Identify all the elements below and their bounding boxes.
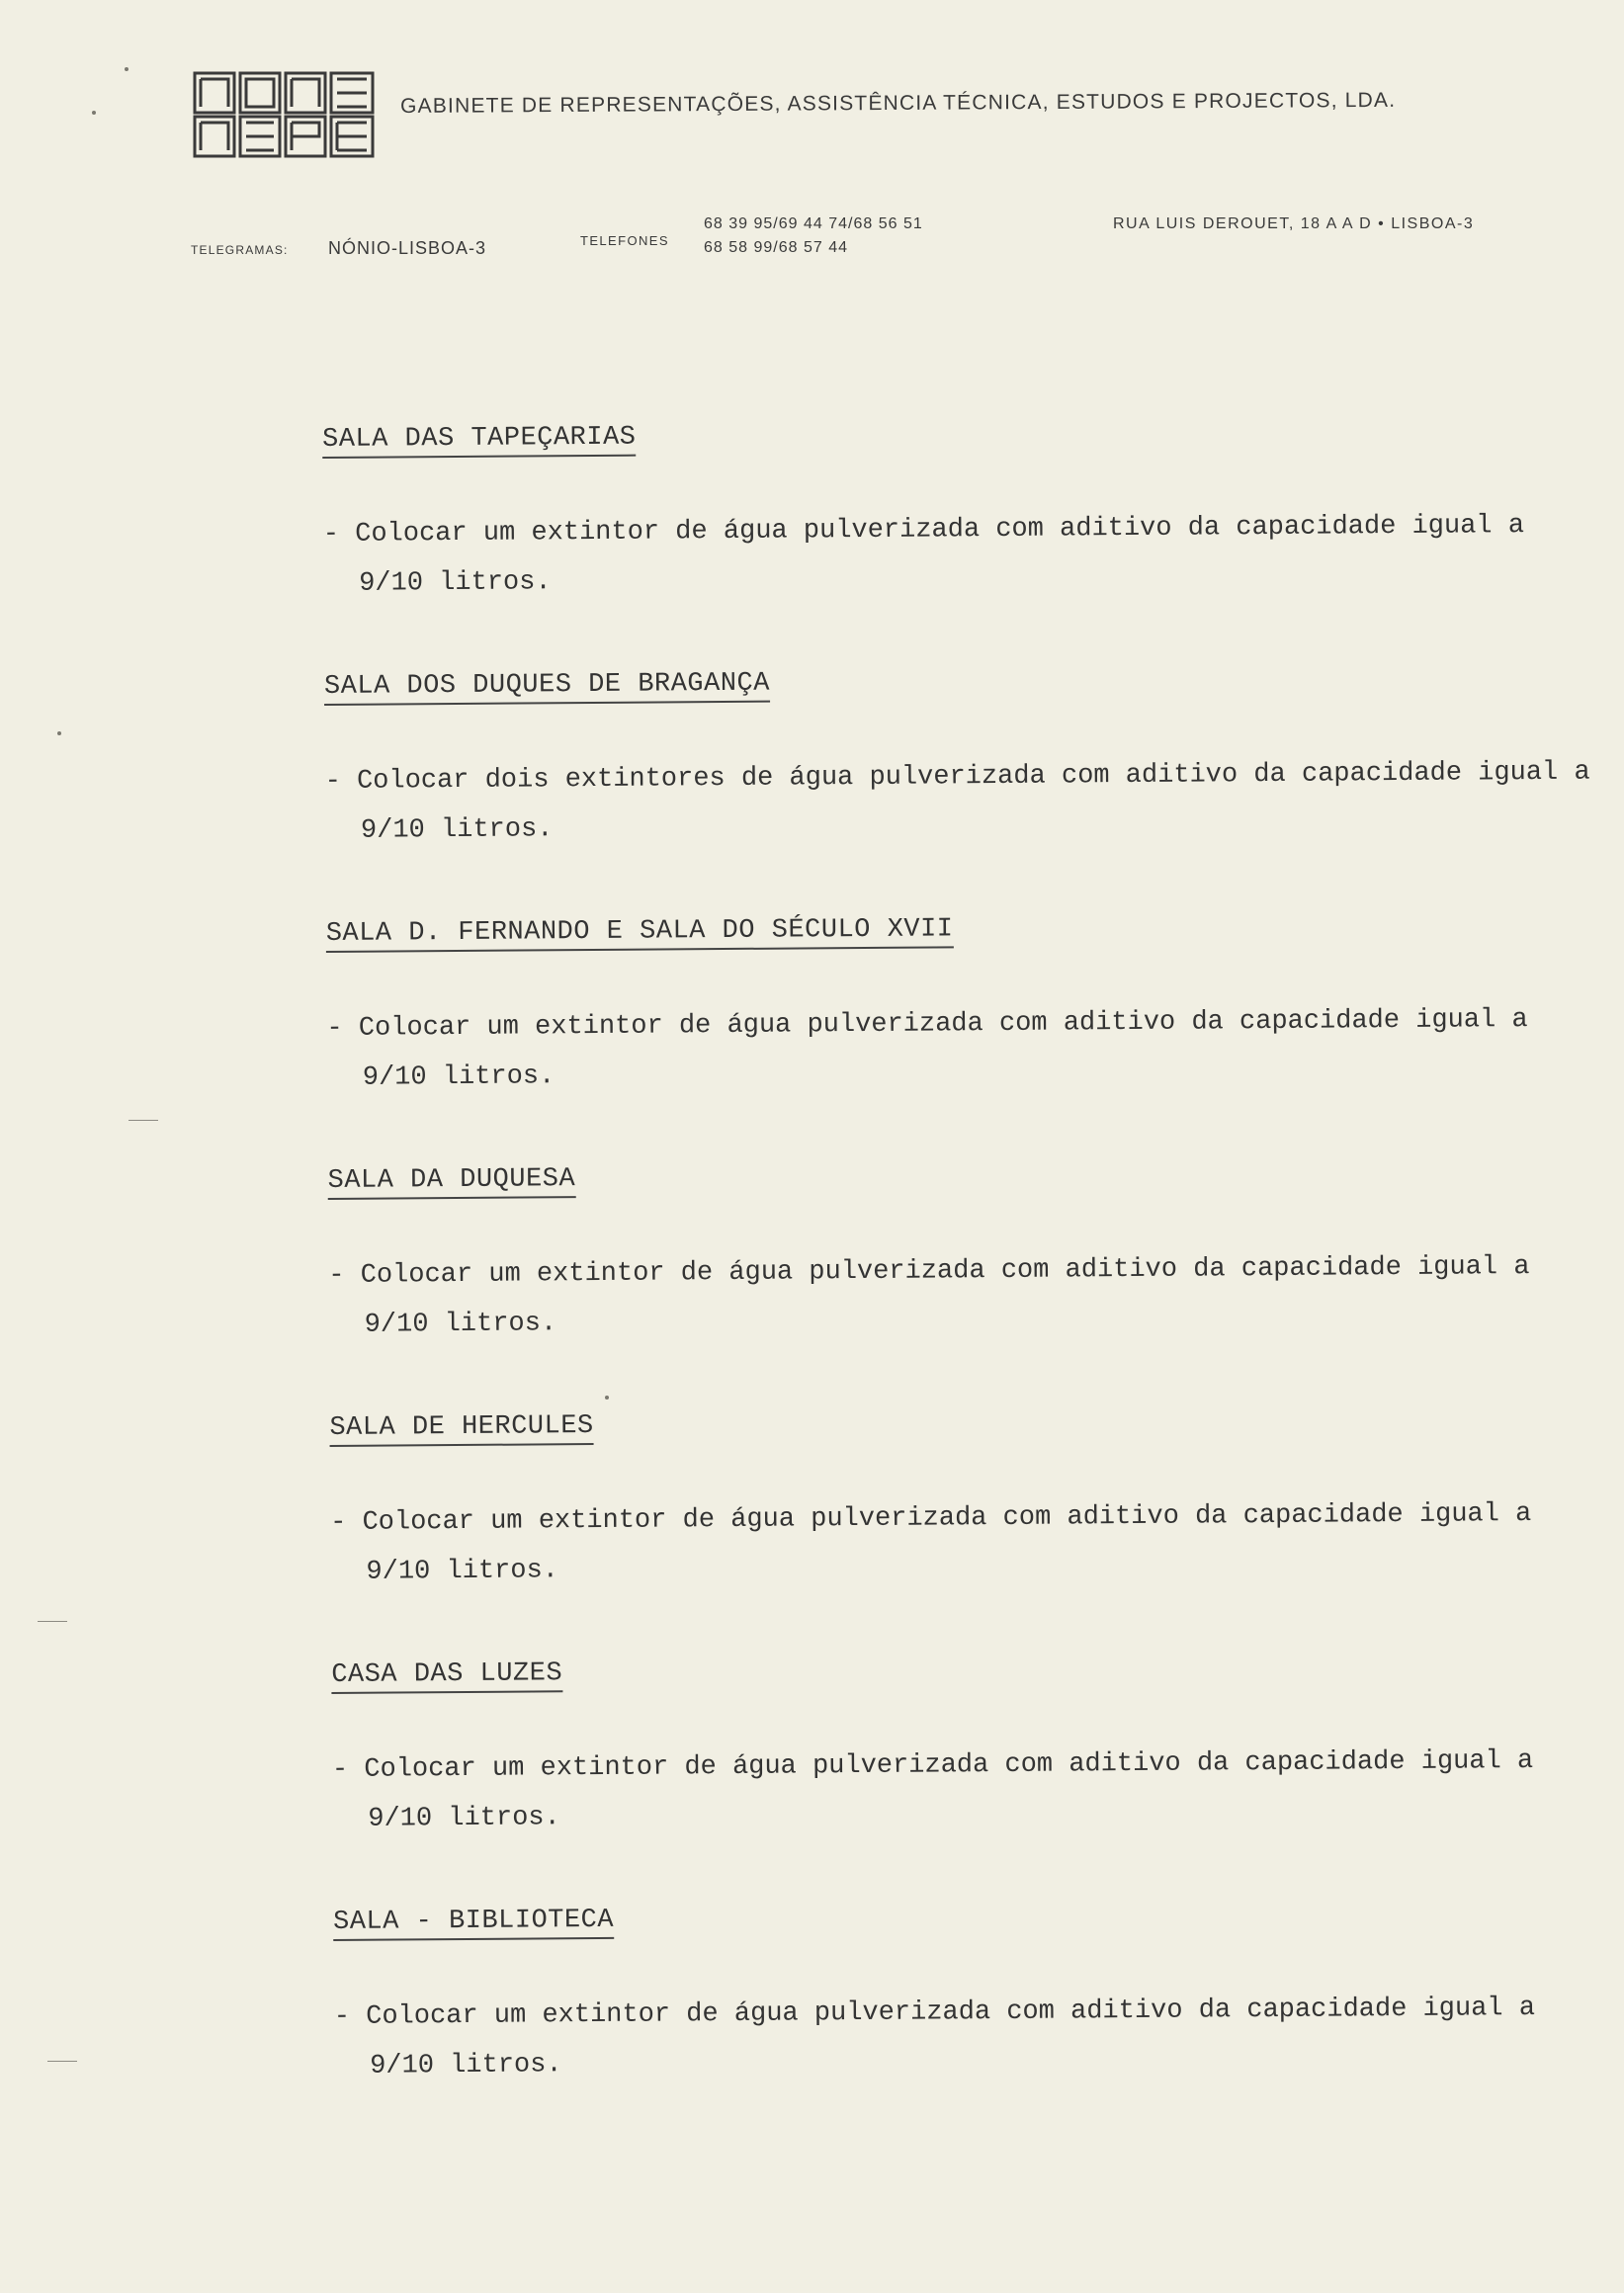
paper-speck bbox=[92, 111, 96, 115]
section-item: - Colocar um extintor de água pulverizada com aditivo da capacidade igual a 9/10 litros. bbox=[330, 1499, 1532, 1587]
section-item: - Colocar um extintor de água pulverizada com aditivo da capacidade igual a 9/10 litros. bbox=[326, 1005, 1528, 1093]
section-casa-das-luzes bbox=[331, 1652, 1588, 1908]
section-title: SALA DA DUQUESA bbox=[327, 1164, 575, 1200]
section-title: SALA D. FERNANDO E SALA DO SÉCULO XVII bbox=[326, 914, 954, 953]
section-item: - Colocar dois extintores de água pulverizada com aditivo da capacidade igual a 9/10 litros. bbox=[324, 757, 1590, 846]
section-item: - Colocar um extintor de água pulverizada com aditivo da capacidade igual a 9/10 litros. bbox=[333, 1994, 1536, 2081]
company-name: GABINETE DE REPRESENTAÇÕES, ASSISTÊNCIA TÉCNICA, ESTUDOS E PROJECTOS, LDA. bbox=[400, 88, 1397, 118]
section-sala-biblioteca bbox=[333, 1899, 1590, 2155]
section-title: SALA - BIBLIOTECA bbox=[333, 1906, 614, 1941]
section-sala-dos-duques-de-braganca bbox=[323, 663, 1590, 919]
paper-speck bbox=[605, 1396, 609, 1400]
section-item: - Colocar um extintor de água pulverizada com aditivo da capacidade igual a 9/10 litros. bbox=[328, 1252, 1530, 1340]
document-body bbox=[322, 416, 1590, 2155]
margin-mark bbox=[128, 1120, 158, 1121]
phone-numbers-line-2: 68 58 99/68 57 44 bbox=[704, 239, 849, 256]
section-title: SALA DAS TAPEÇARIAS bbox=[322, 423, 637, 459]
margin-mark bbox=[38, 1621, 67, 1622]
telegramas-label: TELEGRAMAS: bbox=[191, 243, 289, 257]
paper-speck bbox=[125, 67, 128, 71]
company-address: RUA LUIS DEROUET, 18 A A D • LISBOA-3 bbox=[1113, 215, 1475, 232]
phone-numbers-line-1: 68 39 95/69 44 74/68 56 51 bbox=[704, 215, 923, 232]
telegramas-value: NÓNIO-LISBOA-3 bbox=[328, 238, 487, 258]
paper-speck bbox=[57, 731, 61, 735]
section-sala-d-fernando bbox=[326, 910, 1583, 1166]
section-sala-da-duquesa bbox=[327, 1157, 1584, 1413]
section-title: SALA DE HERCULES bbox=[329, 1411, 593, 1447]
nonio-logo bbox=[191, 69, 379, 160]
section-title: SALA DOS DUQUES DE BRAGANÇA bbox=[324, 669, 770, 706]
section-item: - Colocar um extintor de água pulverizada com aditivo da capacidade igual a 9/10 litros. bbox=[331, 1746, 1534, 1834]
margin-mark bbox=[47, 2061, 77, 2062]
telefones-label: TELEFONES bbox=[580, 233, 669, 248]
section-sala-das-tapecarias bbox=[322, 416, 1580, 672]
section-sala-de-hercules bbox=[329, 1404, 1586, 1660]
section-item: - Colocar um extintor de água pulverizada com aditivo da capacidade igual a 9/10 litros. bbox=[322, 511, 1525, 599]
section-title: CASA DAS LUZES bbox=[331, 1658, 562, 1694]
